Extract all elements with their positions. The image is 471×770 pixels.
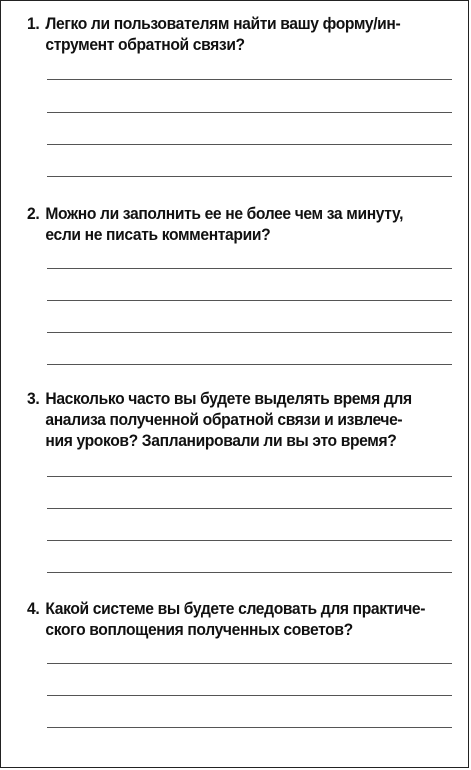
question-text-line: Можно ли заполнить ее не более чем за минуту, bbox=[45, 204, 404, 223]
question-3 bbox=[27, 388, 457, 451]
answer-line[interactable] bbox=[47, 727, 452, 728]
question-text-line: анализа полученной обратной связи и извлече- bbox=[45, 410, 403, 429]
answer-line[interactable] bbox=[47, 695, 452, 696]
question-1 bbox=[27, 13, 457, 55]
question-text-line: Насколько часто вы будете выделять время для bbox=[45, 389, 412, 408]
answer-line[interactable] bbox=[47, 508, 452, 509]
question-text-line: Легко ли пользователям найти вашу форму/ин- bbox=[45, 14, 401, 33]
answer-line[interactable] bbox=[47, 364, 452, 365]
question-number: 4. bbox=[27, 599, 40, 618]
question-text-line: ния уроков? Запланировали ли вы это время? bbox=[45, 431, 397, 450]
answer-line[interactable] bbox=[47, 176, 452, 177]
question-2 bbox=[27, 203, 457, 245]
question-4 bbox=[27, 598, 457, 640]
answer-line[interactable] bbox=[47, 112, 452, 113]
answer-line[interactable] bbox=[47, 144, 452, 145]
question-number: 2. bbox=[27, 204, 40, 223]
answer-line[interactable] bbox=[47, 663, 452, 664]
question-text-line: струмент обратной связи? bbox=[45, 35, 245, 54]
question-number: 1. bbox=[27, 14, 40, 33]
question-text-line: Какой системе вы будете следовать для практиче- bbox=[45, 599, 426, 618]
question-text-line: ского воплощения полученных советов? bbox=[45, 620, 353, 639]
answer-line[interactable] bbox=[47, 79, 452, 80]
question-text-line: если не писать комментарии? bbox=[45, 225, 271, 244]
answer-line[interactable] bbox=[47, 540, 452, 541]
answer-line[interactable] bbox=[47, 300, 452, 301]
answer-line[interactable] bbox=[47, 332, 452, 333]
question-number: 3. bbox=[27, 389, 40, 408]
answer-line[interactable] bbox=[47, 268, 452, 269]
answer-line[interactable] bbox=[47, 572, 452, 573]
answer-line[interactable] bbox=[47, 476, 452, 477]
